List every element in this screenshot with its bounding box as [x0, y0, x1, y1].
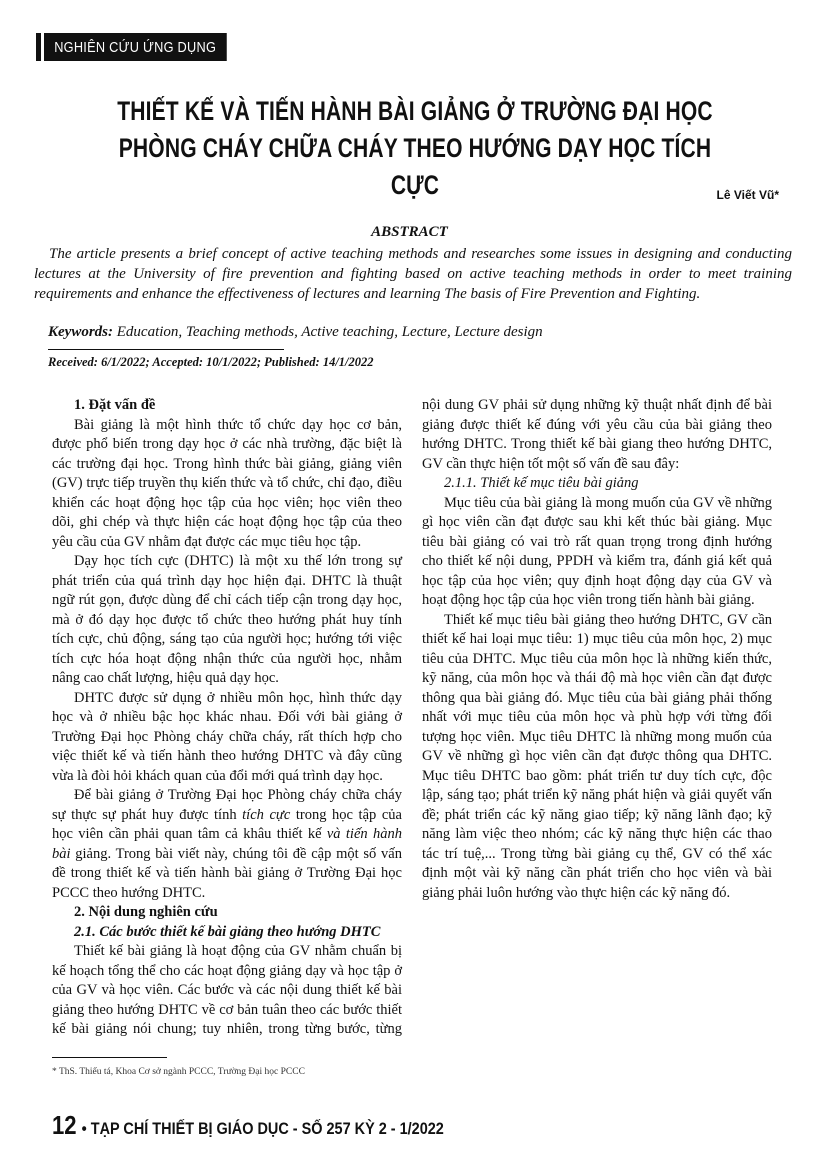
title-line-1: THIẾT KẾ VÀ TIẾN HÀNH BÀI GIẢNG Ở TRƯỜNG ĐẠI HỌC [117, 96, 713, 126]
paragraph-continued: nội dung GV phải sử dụng những kỹ thuật nhất định để bài giảng được thiết kế đúng với yêu cầu của bài giảng theo hướng DHTC. Trong thiết kế bài giang theo hướng DHTC, GV cần thực hiện tốt một số vấn đề sau đây: [422, 397, 772, 472]
page-footer [52, 1110, 444, 1141]
keywords [48, 324, 543, 341]
paragraph: Thiết kế mục tiêu bài giảng theo hướng DHTC, GV cần thiết kế hai loại mục tiêu: 1) mục tiêu của môn học, 2) mục tiêu của DHTC. Mục tiêu của môn học là những kiến thức, kỹ năng, của môn học và thái độ mà học viên cần đạt được thông qua bài giảng đó. Mục tiêu của bài giảng phải thống nhất với mục tiêu của môn học và phù hợp với từng đối tượng học viên. Mục tiêu DHTC là những mong muốn của GV về những gì học viên cần đạt được thông qua DHTC. Mục tiêu DHTC bao gồm: phát triển tư duy tích cực, độc lập, sáng tạo; phát triển kỹ năng phát hiện và giải quyết vấn đề; phát triển các kỹ năng giao tiếp; kỹ năng lãnh đạo; kỹ năng làm việc theo nhóm; các kỹ năng thực hiện các thao tác trí tuệ,... Trong từng bài giảng cụ thể, GV có thể xác định một vài kỹ năng cần phát triển cho học viên và bài giảng phải luôn hướng vào thực hiện các kỹ năng đó. [422, 611, 772, 901]
paragraph [52, 786, 402, 903]
dates: Received: 6/1/2022; Accepted: 10/1/2022; Published: 14/1/2022 [48, 355, 374, 369]
footnote-divider [52, 1057, 167, 1058]
paragraph: Dạy học tích cực (DHTC) là một xu thế lớn trong sự phát triển của quá trình dạy học hiện đại. DHTC là thuật ngữ rút gọn, được dùng để chỉ cách tiếp cận trong dạy học, mà ở đó dạy học được tổ chức theo hướng phát huy tính tích cực, chủ động, sáng tạo của người học; hướng tới việc tích cực hóa hoạt động nhận thức của người học, nhằm nâng cao chất lượng, hiệu quả dạy học. [52, 553, 402, 686]
article-title [115, 93, 716, 204]
paragraph: Bài giảng là một hình thức tổ chức dạy học cơ bản, được phổ biến trong dạy học ở các nhà trường, đặc biệt là các trường đại học. Trong hình thức bài giảng, giảng viên (GV) trực tiếp truyền thụ kiến thức và tổ chức, chỉ đạo, điều khiển các hoạt động học tập của học viên; học viên theo dõi, ghi chép và thực hiện các hoạt động học tập của theo yêu cầu của GV nhằm đạt được các mục tiêu học tập. [52, 416, 402, 550]
keywords-list: Education, Teaching methods, Active teaching, Lecture, Lecture design [113, 324, 543, 340]
journal-name: • TẠP CHÍ THIẾT BỊ GIÁO DỤC - SỐ 257 KỲ 2 - 1/2022 [81, 1119, 444, 1138]
italic-text: và tiến hành bài [52, 826, 402, 862]
title-line-2: PHÒNG CHÁY CHỮA CHÁY THEO HƯỚNG DẠY HỌC TÍCH CỰC [118, 133, 712, 200]
paragraph [52, 942, 402, 1040]
keywords-label: Keywords: [48, 324, 113, 340]
section-tag [36, 33, 259, 61]
abstract-text: The article presents a brief concept of active teaching methods and researches some issues in designing and conducting lectures at the University of fire prevention and fighting based on active teaching methods in order to meet training requirements and enhance the effectiveness of lectures and learning The basis of Fire Prevention and Fighting. [34, 246, 792, 302]
italic-text: tích cực [242, 806, 291, 823]
footnote: * ThS. Thiếu tá, Khoa Cơ sở ngành PCCC, Trường Đại học PCCC [52, 1067, 305, 1077]
heading-2-1: 2.1. Các bước thiết kế bài giảng theo hướng DHTC [74, 923, 381, 940]
paragraph: Mục tiêu của bài giảng là mong muốn của GV về những gì học viên cần đạt được sau khi kết thúc bài giảng. Mục tiêu bài giảng có vai trò rất quan trọng trong định hướng cho thiết kế nội dung, PPDH và kiểm tra, đánh giá kết quả học tập của học viên; quy định hoạt động dạy của GV và hoạt động học tập của học viên trong tiến hành bài giảng. [422, 494, 772, 608]
heading-2: 2. Nội dung nghiên cứu [74, 904, 218, 920]
heading-2-1-1: 2.1.1. Thiết kế mục tiêu bài giảng [444, 475, 639, 491]
text: trong học tập của học viên cần phải quan tâm cả khâu thiết kế [52, 806, 402, 842]
page-number: 12 [52, 1110, 77, 1140]
paragraph: DHTC được sử dụng ở nhiều môn học, hình thức dạy học và ở nhiều bậc học khác nhau. Đối với bài giảng ở Trường Đại học Phòng cháy chữa cháy, rất thích hợp cho việc thiết kế và tiến hành theo hướng DHTC và đây cũng vừa là đòi hỏi khách quan của đổi mới quá trình dạy học. [52, 689, 402, 784]
left-column [52, 396, 402, 1040]
abstract-heading: ABSTRACT [371, 224, 448, 240]
tag-bar [36, 33, 41, 61]
text: Thiết kế bài giảng là hoạt động của GV nhằm chuẩn bị kế hoạch tổng thể cho các hoạt động giảng dạy và học tập ở của GV và học viên. Các bước và các nội dung thiết kế bài giảng theo hướng DHTC về cơ bản tuân theo các bước thiết kế bài giảng nói chung; tuy nhiên, trong từng bước, từng [52, 943, 402, 1037]
right-column [422, 396, 772, 903]
text: Để bài giảng ở Trường Đại học Phòng cháy chữa cháy sự thực sự phát huy được tính [52, 787, 402, 823]
section-tag-label: NGHIÊN CỨU ỨNG DỤNG [44, 33, 226, 61]
text: giảng. Trong bài viết này, chúng tôi đề cập một số vấn đề trong thiết kế và tiến hành bài giảng ở Trường Đại học PCCC theo hướng DHTC. [52, 845, 402, 901]
divider [48, 349, 284, 350]
author: Lê Viết Vũ* [716, 188, 779, 202]
heading-1: 1. Đặt vấn đề [74, 397, 156, 413]
